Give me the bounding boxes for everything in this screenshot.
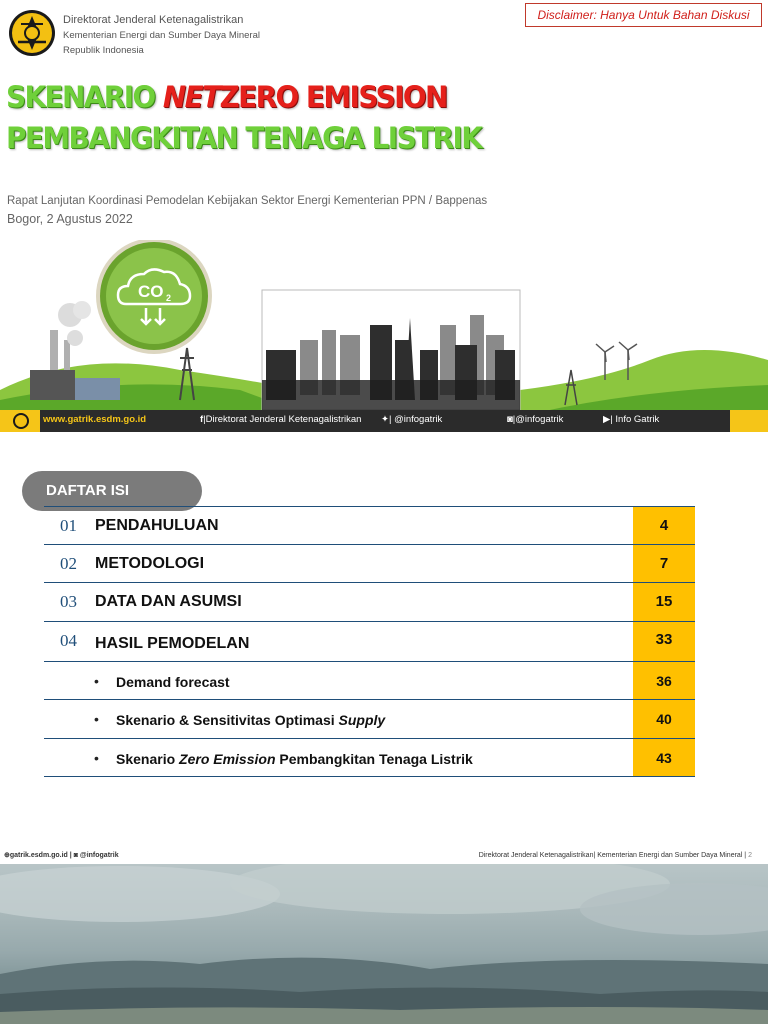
footer-left (4, 851, 119, 859)
facebook-label: |Direktorat Jenderal Ketenagalistrikan (203, 414, 362, 425)
toc-item-page: 15 (633, 583, 695, 621)
toc-item-number: 03 (60, 592, 77, 611)
org-line-3: Republik Indonesia (63, 45, 144, 56)
esdm-small-logo-icon (10, 412, 32, 430)
toc-item-page: 33 (633, 622, 695, 661)
toc-subitem-demand-forecast[interactable] (44, 662, 695, 701)
facebook-link[interactable] (200, 414, 361, 425)
toc-item-pendahuluan[interactable] (44, 506, 695, 545)
slide-title-line-1 (6, 80, 447, 114)
label-emphasis: Zero Emission (179, 750, 276, 767)
website-link[interactable]: www.gatrik.esdm.go.id (43, 414, 147, 425)
bullet-icon: • (94, 672, 99, 689)
toc-item-page: 4 (633, 507, 695, 544)
meeting-date: Bogor, 2 Agustus 2022 (7, 212, 133, 226)
instagram-icon: ◙ (507, 414, 513, 425)
org-line-2: Kementerian Energi dan Sumber Daya Mineral (63, 30, 260, 41)
toc-subitem-page: 36 (633, 662, 695, 700)
toc-subitem-label (116, 751, 473, 767)
co2-subscript: 2 (166, 293, 172, 303)
toc-list (44, 506, 695, 777)
youtube-link[interactable] (603, 414, 659, 425)
toc-subitem-page: 43 (633, 739, 695, 777)
instagram-link[interactable] (507, 414, 563, 425)
toc-item-page: 7 (633, 545, 695, 583)
footer-website[interactable]: gatrik.esdm.go.id | (9, 852, 74, 859)
label-text-end: Pembangkitan Tenaga Listrik (275, 750, 473, 767)
twitter-label: | @infogatrik (388, 414, 443, 425)
toc-item-metodologi[interactable] (44, 545, 695, 584)
toc-item-label: PENDAHULUAN (95, 517, 219, 534)
twitter-icon: ✦ (381, 414, 389, 425)
bar-yellow-right (730, 410, 768, 432)
page-number: 2 (748, 852, 752, 859)
title-word-zero-emission: ZERO EMISSION (219, 80, 447, 114)
esdm-logo-icon (8, 9, 56, 57)
toc-subitem-zero-emission[interactable] (44, 739, 695, 778)
toc-item-number: 01 (60, 516, 77, 535)
footer-instagram[interactable]: @infogatrik (79, 852, 119, 859)
label-text: Skenario & Sensitivitas Optimasi (116, 712, 339, 728)
title-slide (0, 0, 768, 432)
twitter-link[interactable] (381, 414, 442, 425)
instagram-label: |@infogatrik (512, 414, 564, 425)
landscape-photo (0, 864, 768, 1024)
org-line-1: Direktorat Jenderal Ketenagalistrikan (63, 14, 244, 26)
youtube-label: | Info Gatrik (610, 414, 660, 425)
toc-item-label: HASIL PEMODELAN (95, 634, 250, 652)
landscape-photo-slide (0, 864, 768, 1024)
label-text: Demand forecast (116, 673, 230, 690)
co2-label: CO (138, 282, 164, 301)
slide-footer (0, 849, 768, 864)
toc-item-number: 04 (60, 630, 77, 650)
bar-yellow-left (0, 410, 40, 432)
globe-icon: ⊕ (4, 852, 10, 859)
facebook-icon: f (200, 414, 204, 425)
social-media-bar (0, 410, 768, 432)
bullet-icon: • (94, 711, 99, 727)
toc-item-hasil-pemodelan[interactable] (44, 622, 695, 662)
meeting-name: Rapat Lanjutan Koordinasi Pemodelan Kebijakan Sektor Energi Kementerian PPN / Bappenas (7, 195, 488, 207)
toc-item-number: 02 (60, 553, 77, 573)
footer-org: Direktorat Jenderal Ketenagalistrikan| Kementerian Energi dan Sumber Daya Mineral | (478, 852, 747, 859)
slide-title-line-2: PEMBANGKITAN TENAGA LISTRIK (6, 121, 482, 155)
table-of-contents-slide (0, 432, 768, 864)
toc-item-label: DATA DAN ASUMSI (95, 593, 242, 610)
instagram-icon: ◙ (73, 852, 78, 859)
toc-item-label: METODOLOGI (95, 554, 205, 572)
city-power-illustration (0, 240, 768, 412)
toc-subitem-optimasi-supply[interactable] (44, 700, 695, 739)
organization-name (63, 13, 260, 58)
label-text: Skenario (116, 750, 180, 767)
slide-subtitle (7, 192, 487, 228)
disclaimer-box: Disclaimer: Hanya Untuk Bahan Diskusi (525, 3, 762, 27)
toc-item-data-asumsi[interactable] (44, 583, 695, 622)
toc-subitem-label (116, 712, 385, 728)
title-word-net: NET (162, 80, 220, 114)
toc-tab-label: DAFTAR ISI (22, 471, 202, 511)
toc-subitem-page: 40 (633, 700, 695, 738)
title-word-skenario: SKENARIO (6, 80, 163, 114)
footer-right (479, 852, 752, 859)
youtube-icon: ▶ (603, 414, 611, 425)
toc-subitem-label (116, 674, 230, 690)
bullet-icon: • (94, 749, 99, 766)
label-emphasis: Supply (338, 712, 386, 728)
